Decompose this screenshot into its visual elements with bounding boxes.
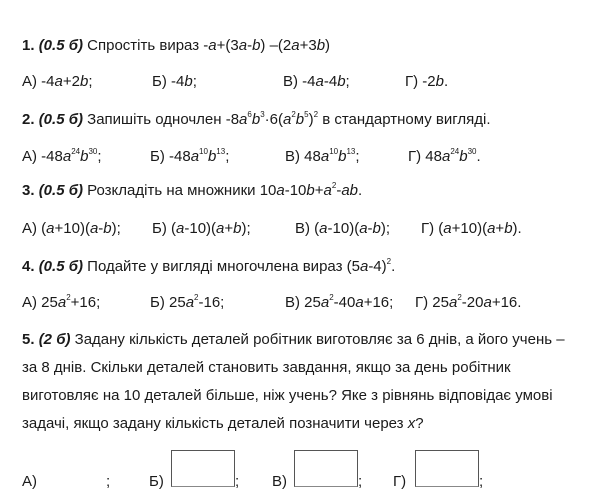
- variable-x: x: [407, 415, 416, 432]
- option-key: Б): [150, 294, 165, 311]
- option-c[interactable]: [295, 219, 390, 239]
- question-text: Запишіть одночлен: [87, 111, 226, 128]
- option-key: Г): [421, 220, 435, 237]
- option-key: В): [272, 473, 287, 490]
- option-b[interactable]: [152, 72, 197, 92]
- option-d[interactable]: [421, 219, 522, 239]
- option-value: $48a^{10}b^{13}$;: [304, 147, 360, 165]
- separator: ;: [106, 473, 111, 490]
- option-d[interactable]: [408, 147, 481, 167]
- option-value: $25a^2-40a+16$;: [304, 293, 394, 311]
- option-key: Г): [393, 473, 407, 490]
- option-key: Г): [405, 73, 419, 90]
- question-text: Розкладіть на множники: [87, 182, 260, 199]
- option-value: $25a^2+16$;: [41, 293, 101, 311]
- option-value: -4b;: [171, 73, 197, 90]
- question-number: 4.: [22, 258, 35, 275]
- separator: ;: [479, 473, 484, 490]
- expression: $-8a^6b^3\cdot 6(a^2b^5)^2$: [225, 110, 319, 128]
- option-key: Б): [149, 473, 164, 490]
- equation-image-box: [294, 450, 358, 487]
- option-key: В): [283, 73, 298, 90]
- question-text: Подайте у вигляді многочлена вираз: [87, 258, 347, 275]
- option-value: -4a-4b;: [302, 73, 350, 90]
- question-points: (2 б): [38, 331, 71, 348]
- question-number: 3.: [22, 182, 35, 199]
- option-value: -2b.: [422, 73, 449, 90]
- question-2: [22, 110, 491, 130]
- option-key: В): [285, 148, 300, 165]
- option-a[interactable]: [22, 293, 100, 313]
- question-text-line-1: Задану кількість деталей робітник виготовляє за 6 днів, а його учень –: [70, 331, 565, 348]
- question-points: (0.5 б): [38, 258, 83, 275]
- option-value: (a+10)(a-b);: [41, 220, 121, 237]
- option-key: А): [22, 294, 37, 311]
- question-points: (0.5 б): [38, 182, 83, 199]
- option-key: Г): [408, 148, 422, 165]
- option-value: $25a^2-20a+16$.: [432, 293, 522, 311]
- question-number: 1.: [22, 37, 35, 54]
- option-b[interactable]: [150, 293, 224, 313]
- question-mark: ?: [415, 415, 424, 432]
- question-text: задачі, якщо задану кількість деталей позначити через: [22, 415, 408, 432]
- option-a[interactable]: [22, 147, 102, 167]
- expression: $(5a-4)^2$.: [346, 257, 396, 275]
- option-value: (a-10)(a+b);: [171, 220, 251, 237]
- option-value: -4a+2b;: [41, 73, 93, 90]
- question-4: [22, 257, 395, 277]
- option-key: Б): [152, 220, 167, 237]
- equation-image-box: [415, 450, 479, 487]
- separator: ;: [358, 473, 363, 490]
- option-value: (a-10)(a-b);: [314, 220, 391, 237]
- option-d[interactable]: [415, 293, 521, 313]
- option-value: $-48a^{24}b^{30}$;: [41, 147, 102, 165]
- expression: $10a-10b+a^2-ab$.: [259, 181, 363, 199]
- expression: -a+(3a-b) –(2a+3b): [203, 37, 331, 54]
- option-c[interactable]: [285, 147, 360, 167]
- option-key: Б): [152, 73, 167, 90]
- question-5: [22, 330, 565, 350]
- option-key: В): [285, 294, 300, 311]
- question-text-line-4: [22, 414, 424, 434]
- option-b[interactable]: [150, 147, 229, 167]
- question-points: (0.5 б): [38, 111, 83, 128]
- option-b[interactable]: [152, 219, 251, 239]
- question-text-line-3: виготовляє на 10 деталей більше, ніж учень? Яке з рівнянь відповідає умові: [22, 387, 553, 404]
- separator: ;: [235, 473, 240, 490]
- equation-image-box: [171, 450, 235, 487]
- option-d[interactable]: [405, 72, 448, 92]
- option-a[interactable]: [22, 72, 92, 92]
- question-text: Спростіть вираз: [87, 37, 204, 54]
- option-b[interactable]: [149, 472, 164, 492]
- option-key: Г): [415, 294, 429, 311]
- option-value: $48a^{24}b^{30}$.: [425, 147, 481, 165]
- question-text-end: в стандартному вигляді.: [318, 111, 491, 128]
- option-value: (a+10)(a+b).: [438, 220, 522, 237]
- option-key: А): [22, 220, 37, 237]
- option-c[interactable]: [272, 472, 287, 492]
- question-number: 5.: [22, 331, 35, 348]
- question-3: [22, 181, 362, 201]
- option-value: $25a^2-16$;: [169, 293, 225, 311]
- option-a[interactable]: [22, 219, 121, 239]
- option-c[interactable]: [283, 72, 350, 92]
- question-text-line-2: за 8 днів. Скільки деталей становить завдання, якщо за день робітник: [22, 359, 511, 376]
- option-key: А): [22, 73, 37, 90]
- option-c[interactable]: [285, 293, 393, 313]
- question-number: 2.: [22, 111, 35, 128]
- option-key: А): [22, 473, 37, 490]
- option-a[interactable]: [22, 472, 37, 492]
- option-d[interactable]: [393, 472, 406, 492]
- question-points: (0.5 б): [38, 37, 83, 54]
- option-key: В): [295, 220, 310, 237]
- option-value: $-48a^{10}b^{13}$;: [169, 147, 230, 165]
- question-1: [22, 36, 330, 56]
- option-key: Б): [150, 148, 165, 165]
- option-key: А): [22, 148, 37, 165]
